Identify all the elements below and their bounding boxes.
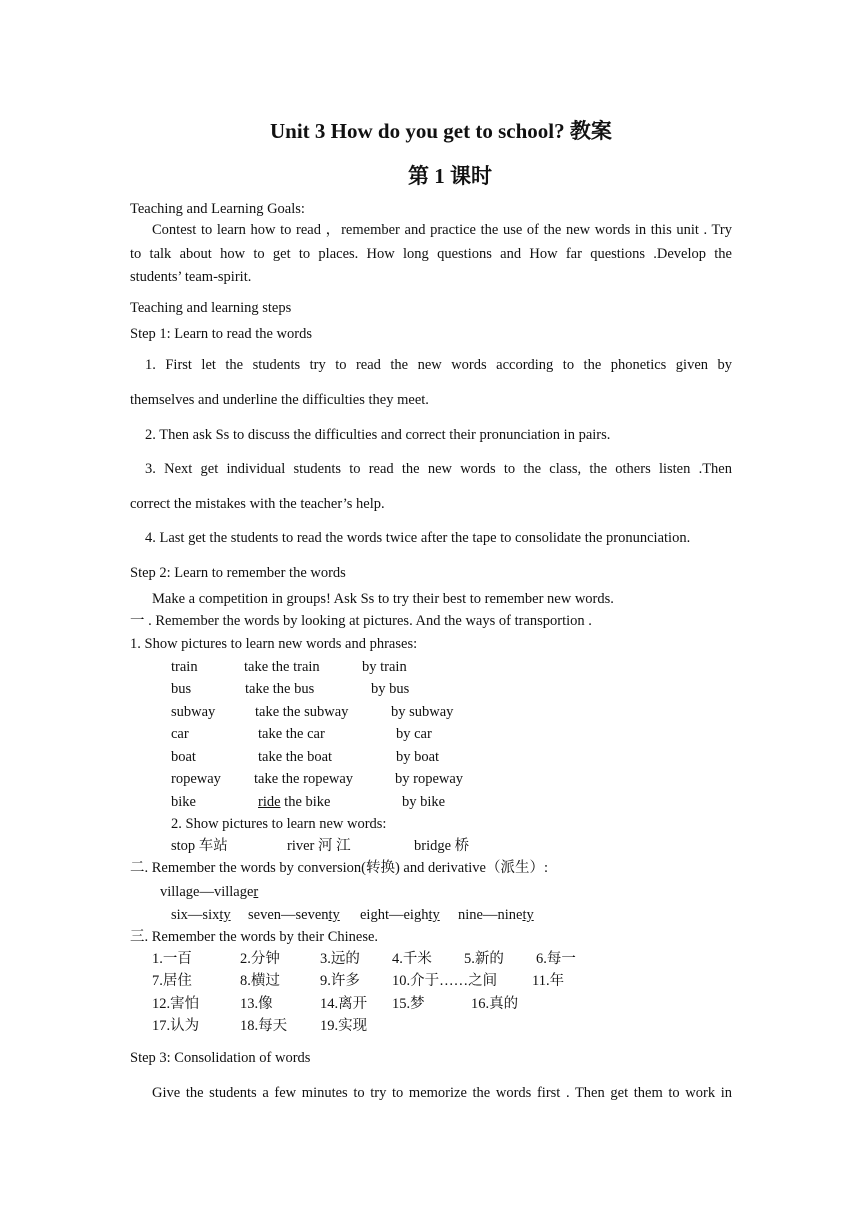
village-suffix: r [253, 884, 259, 900]
tens-suffix: ty [219, 907, 231, 923]
tens-suffix: ty [428, 907, 440, 923]
new-word-river: river 河 江 [287, 838, 351, 854]
chinese-word: 9.许多 [320, 973, 360, 989]
phrase-rest: the bike [280, 794, 331, 810]
tens-suffix: ty [522, 907, 534, 923]
transport-by: by ropeway [395, 771, 464, 787]
chinese-word: 15.梦 [392, 996, 425, 1012]
step1-item-2: 2. Then ask Ss to discuss the difficulties and correct their pronunciation in pairs. [145, 427, 611, 443]
transport-word: boat [171, 749, 196, 765]
step3-text: Give the students a few minutes to try to memorize the words first . Then get them to work in [152, 1085, 732, 1101]
chinese-word: 7.居住 [152, 973, 192, 989]
transport-by: by boat [396, 749, 440, 765]
transport-word: bus [171, 681, 192, 697]
chinese-word: 1.一百 [152, 951, 192, 967]
part1-sub1: 1. Show pictures to learn new words and phrases: [130, 636, 418, 652]
transport-phrase: take the ropeway [254, 771, 354, 787]
chinese-word: 5.新的 [464, 951, 504, 967]
step1-item-1-line2: themselves and underline the difficulties they meet. [130, 392, 429, 408]
transport-phrase: take the car [258, 726, 325, 742]
lesson-subtitle: 第 1 课时 [408, 164, 492, 188]
steps-heading: Teaching and learning steps [130, 300, 292, 316]
chinese-word: 12.害怕 [152, 996, 200, 1012]
tens-base: nine—nine [458, 907, 523, 923]
transport-phrase: take the train [244, 659, 320, 675]
part3-heading: 三. Remember the words by their Chinese. [130, 929, 379, 945]
underlined-verb: ride [258, 794, 281, 810]
goals-line-3: students’ team-spirit. [130, 269, 252, 285]
goals-text-1: Contest to learn how to read ，remember and practice the use of the new words in this unit . Try [152, 222, 732, 238]
transport-word: ropeway [171, 771, 221, 787]
chinese-word: 10.介于……之间 [392, 973, 498, 989]
chinese-word: 13.像 [240, 996, 273, 1012]
step3-heading: Step 3: Consolidation of words [130, 1050, 311, 1066]
step1-item-3-line2: correct the mistakes with the teacher’s help. [130, 496, 385, 512]
step1-item-4: 4. Last get the students to read the words twice after the tape to consolidate the pronunciation. [145, 530, 691, 546]
part1-heading: 一 . Remember the words by looking at pictures. And the ways of transportion . [130, 613, 592, 629]
transport-word: train [171, 659, 198, 675]
transport-by: by train [362, 659, 407, 675]
transport-by: by subway [391, 704, 454, 720]
transport-word: bike [171, 794, 196, 810]
chinese-word: 4.千米 [392, 951, 432, 967]
tens-base: seven—seven [248, 907, 329, 923]
step2-heading: Step 2: Learn to remember the words [130, 565, 346, 581]
chinese-word: 3.远的 [320, 951, 360, 967]
transport-by: by bike [402, 794, 446, 810]
transport-phrase: take the boat [258, 749, 333, 765]
part2-heading: 二. Remember the words by conversion(转换) and derivative（派生）: [130, 860, 548, 876]
tens-base: six—six [171, 907, 220, 923]
part1-sub2: 2. Show pictures to learn new words: [171, 816, 387, 832]
transport-phrase: take the bus [245, 681, 315, 697]
chinese-word: 6.每一 [536, 951, 576, 967]
goals-heading: Teaching and Learning Goals: [130, 201, 305, 217]
tens-item [458, 906, 534, 924]
goals-line-2: to talk about how to get to places. How long questions and How far questions .Develop the [130, 246, 732, 262]
village-derivative [160, 883, 258, 901]
chinese-word: 19.实现 [320, 1018, 368, 1034]
chinese-word: 16.真的 [471, 996, 519, 1012]
transport-word: subway [171, 704, 216, 720]
tens-item [360, 906, 440, 924]
tens-item [171, 906, 231, 924]
chinese-word: 8.横过 [240, 973, 280, 989]
step1-item-1-line1: 1. First let the students try to read the new words according to the phonetics given by [145, 357, 732, 373]
chinese-word: 18.每天 [240, 1018, 288, 1034]
new-word-stop: stop 车站 [171, 838, 228, 854]
step1-heading: Step 1: Learn to read the words [130, 326, 313, 342]
goals-line-1 [130, 221, 732, 239]
tens-item [248, 906, 340, 924]
chinese-word: 2.分钟 [240, 951, 280, 967]
new-word-bridge: bridge 桥 [414, 838, 470, 854]
transport-phrase: take the subway [255, 704, 349, 720]
transport-by: by bus [371, 681, 410, 697]
transport-phrase [258, 793, 330, 811]
step1-item-3-line1: 3. Next get individual students to read the new words to the class, the others listen .Then [145, 461, 732, 477]
chinese-word: 11.年 [532, 973, 565, 989]
tens-suffix: ty [328, 907, 340, 923]
tens-base: eight—eigh [360, 907, 429, 923]
step2-intro: Make a competition in groups! Ask Ss to try their best to remember new words. [152, 591, 614, 607]
page-title: Unit 3 How do you get to school? 教案 [270, 119, 612, 143]
transport-by: by car [396, 726, 432, 742]
chinese-word: 17.认为 [152, 1018, 200, 1034]
village-base: village—village [160, 884, 254, 900]
transport-word: car [171, 726, 189, 742]
chinese-word: 14.离开 [320, 996, 368, 1012]
